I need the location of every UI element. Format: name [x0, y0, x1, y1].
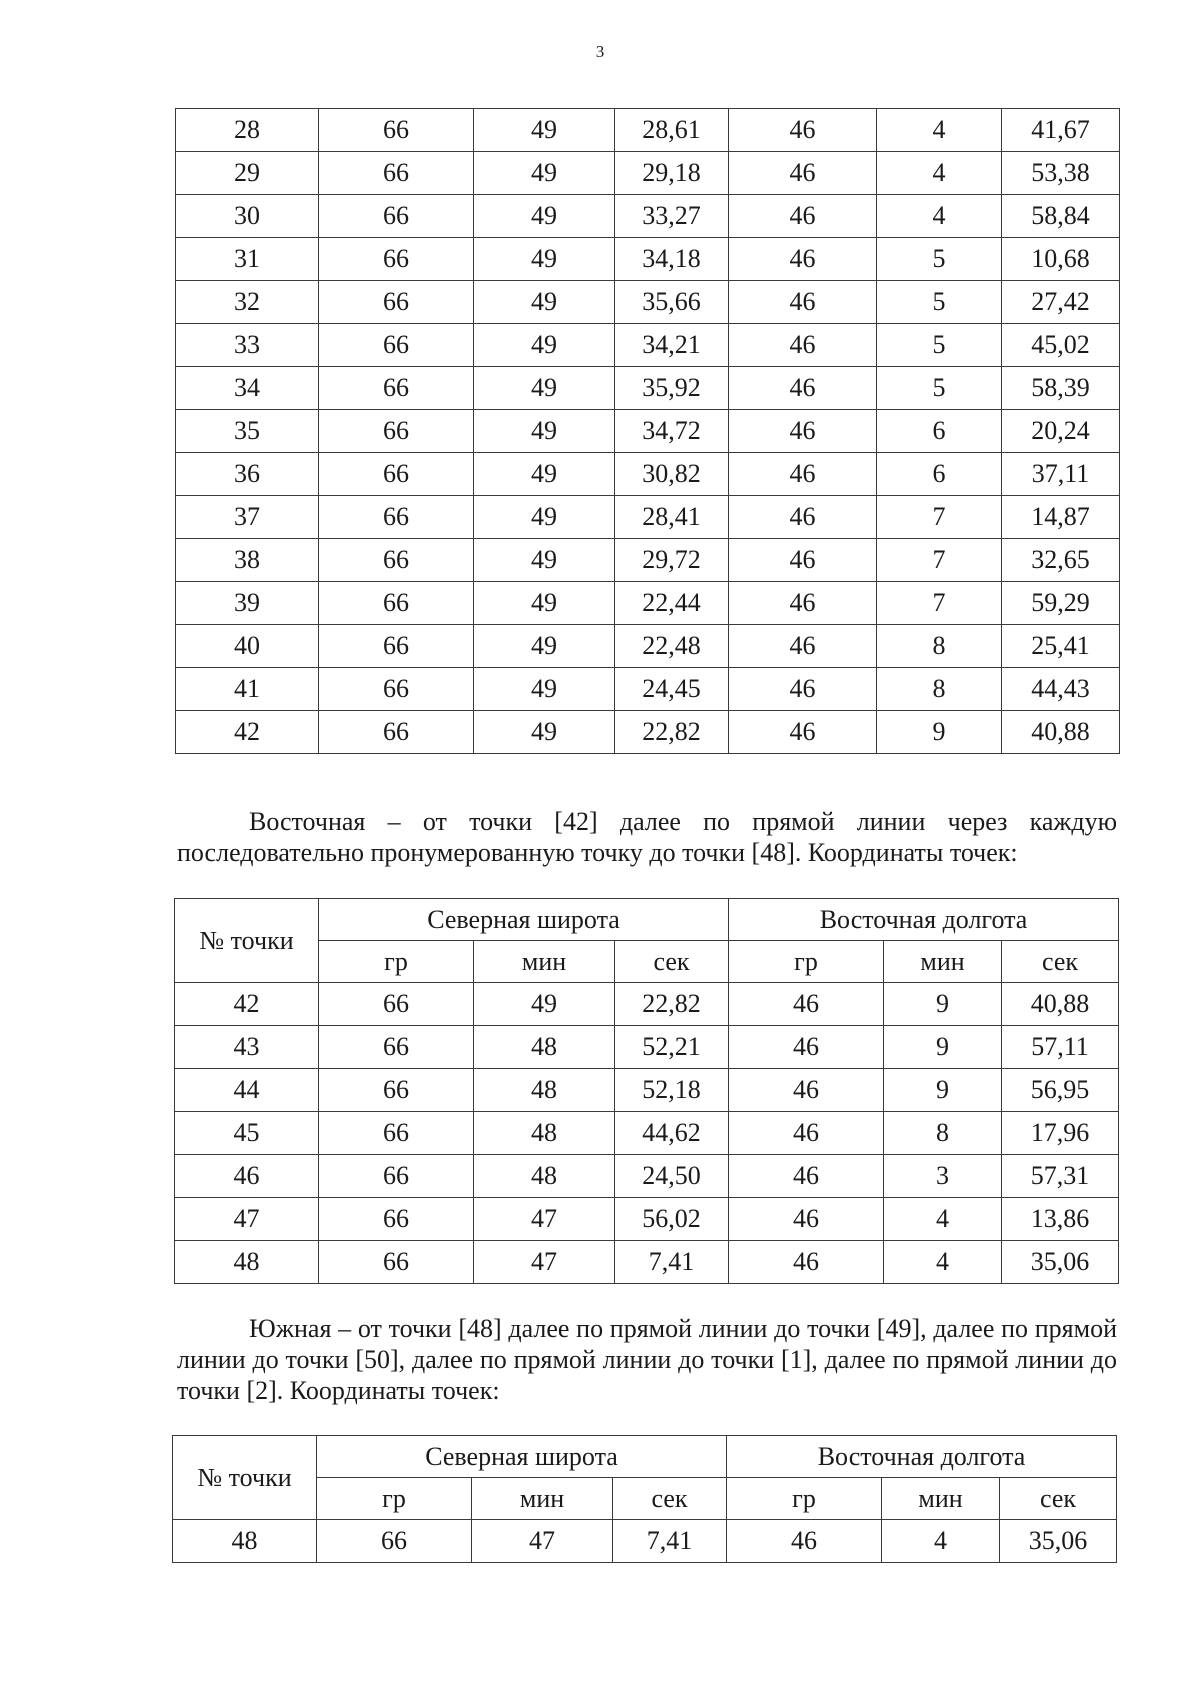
lat-seconds-cell: 35,92: [615, 367, 729, 410]
lon-seconds-cell: 45,02: [1002, 324, 1120, 367]
table-row: [176, 367, 1120, 410]
lat-seconds-cell: 24,50: [615, 1155, 729, 1198]
table2-body: [175, 983, 1119, 1284]
lat-seconds-cell: 22,82: [615, 711, 729, 754]
table-row: [175, 1112, 1119, 1155]
lon-minutes-cell: 8: [884, 1112, 1002, 1155]
lon-seconds-cell: 32,65: [1002, 539, 1120, 582]
point-number-cell: 43: [175, 1026, 319, 1069]
point-number-header: № точки: [173, 1436, 317, 1520]
lat-seconds-cell: 34,18: [615, 238, 729, 281]
lon-seconds-cell: 20,24: [1002, 410, 1120, 453]
north-latitude-header: Северная широта: [319, 899, 729, 941]
lat-minutes-cell: 47: [474, 1198, 615, 1241]
table-row: [176, 711, 1120, 754]
lat-minutes-cell: 48: [474, 1069, 615, 1112]
lon-seconds-header: сек: [1002, 941, 1119, 983]
table-row: [176, 410, 1120, 453]
lat-seconds-cell: 7,41: [613, 1520, 727, 1563]
table-row: [175, 1026, 1119, 1069]
lat-seconds-cell: 22,44: [615, 582, 729, 625]
lat-seconds-cell: 28,41: [615, 496, 729, 539]
lat-minutes-cell: 49: [474, 367, 615, 410]
lon-minutes-cell: 4: [877, 195, 1002, 238]
lat-degrees-cell: 66: [319, 281, 474, 324]
lat-seconds-cell: 33,27: [615, 195, 729, 238]
table-row: [175, 1241, 1119, 1284]
lat-seconds-cell: 52,21: [615, 1026, 729, 1069]
lon-degrees-cell: 46: [729, 152, 877, 195]
lon-seconds-cell: 17,96: [1002, 1112, 1119, 1155]
lat-minutes-cell: 49: [474, 324, 615, 367]
lon-degrees-cell: 46: [729, 410, 877, 453]
lat-degrees-cell: 66: [319, 1198, 474, 1241]
south-boundary-paragraph: Южная – от точки [48] далее по прямой линии до точки [49], далее по прямой линии до точки [50], далее по прямой линии до точки [1], далее по прямой линии до точки [2]. Координаты точек:: [177, 1314, 1117, 1405]
lon-seconds-cell: 58,39: [1002, 367, 1120, 410]
lon-seconds-cell: 10,68: [1002, 238, 1120, 281]
lon-seconds-cell: 53,38: [1002, 152, 1120, 195]
lat-seconds-cell: 34,72: [615, 410, 729, 453]
table-row: [176, 152, 1120, 195]
lon-degrees-cell: 46: [729, 625, 877, 668]
point-number-cell: 29: [176, 152, 319, 195]
point-number-cell: 40: [176, 625, 319, 668]
lat-seconds-cell: 35,66: [615, 281, 729, 324]
point-number-cell: 34: [176, 367, 319, 410]
lat-degrees-cell: 66: [319, 195, 474, 238]
lat-degrees-header: гр: [317, 1478, 472, 1520]
lon-minutes-cell: 9: [884, 983, 1002, 1026]
table-row: [176, 324, 1120, 367]
lon-seconds-header: сек: [1000, 1478, 1117, 1520]
table-row: [176, 668, 1120, 711]
north-latitude-header: Северная широта: [317, 1436, 727, 1478]
point-number-cell: 48: [173, 1520, 317, 1563]
lat-minutes-cell: 48: [474, 1026, 615, 1069]
lon-minutes-cell: 9: [877, 711, 1002, 754]
lat-seconds-header: сек: [613, 1478, 727, 1520]
point-number-cell: 42: [175, 983, 319, 1026]
coordinates-table-east: [174, 898, 1119, 1284]
lon-minutes-cell: 7: [877, 582, 1002, 625]
table-row: [175, 1198, 1119, 1241]
lat-minutes-header: мин: [472, 1478, 613, 1520]
lat-seconds-cell: 34,21: [615, 324, 729, 367]
lon-minutes-cell: 8: [877, 668, 1002, 711]
lat-degrees-cell: 66: [317, 1520, 472, 1563]
lon-degrees-cell: 46: [729, 1155, 884, 1198]
lat-minutes-cell: 49: [474, 281, 615, 324]
lat-degrees-cell: 66: [319, 1241, 474, 1284]
lon-minutes-cell: 5: [877, 367, 1002, 410]
table-row: [175, 1155, 1119, 1198]
lon-seconds-cell: 14,87: [1002, 496, 1120, 539]
point-number-cell: 32: [176, 281, 319, 324]
lon-degrees-cell: 46: [729, 496, 877, 539]
lat-degrees-cell: 66: [319, 496, 474, 539]
table-row: [176, 539, 1120, 582]
lon-degrees-cell: 46: [729, 1026, 884, 1069]
point-number-cell: 35: [176, 410, 319, 453]
lat-minutes-cell: 49: [474, 582, 615, 625]
lon-degrees-cell: 46: [729, 238, 877, 281]
lon-minutes-cell: 5: [877, 238, 1002, 281]
point-number-cell: 42: [176, 711, 319, 754]
lon-degrees-cell: 46: [729, 983, 884, 1026]
point-number-cell: 36: [176, 453, 319, 496]
lat-degrees-cell: 66: [319, 668, 474, 711]
lon-seconds-cell: 27,42: [1002, 281, 1120, 324]
lat-seconds-cell: 22,82: [615, 983, 729, 1026]
lat-degrees-header: гр: [319, 941, 474, 983]
lat-degrees-cell: 66: [319, 367, 474, 410]
lat-minutes-header: мин: [474, 941, 615, 983]
lon-degrees-cell: 46: [729, 711, 877, 754]
lon-minutes-cell: 8: [877, 625, 1002, 668]
lon-degrees-cell: 46: [729, 281, 877, 324]
point-number-cell: 30: [176, 195, 319, 238]
lon-seconds-cell: 41,67: [1002, 109, 1120, 152]
table-row: [176, 625, 1120, 668]
lat-minutes-cell: 49: [474, 109, 615, 152]
lon-seconds-cell: 56,95: [1002, 1069, 1119, 1112]
lat-degrees-cell: 66: [319, 983, 474, 1026]
table-row: [176, 195, 1120, 238]
point-number-cell: 48: [175, 1241, 319, 1284]
lat-seconds-cell: 28,61: [615, 109, 729, 152]
lat-degrees-cell: 66: [319, 1026, 474, 1069]
lat-seconds-cell: 52,18: [615, 1069, 729, 1112]
table-row: [176, 238, 1120, 281]
lon-seconds-cell: 37,11: [1002, 453, 1120, 496]
lon-seconds-cell: 57,31: [1002, 1155, 1119, 1198]
lat-degrees-cell: 66: [319, 109, 474, 152]
table-row: [176, 496, 1120, 539]
lon-minutes-cell: 9: [884, 1026, 1002, 1069]
lon-minutes-cell: 7: [877, 496, 1002, 539]
table-row: [176, 453, 1120, 496]
point-number-cell: 44: [175, 1069, 319, 1112]
lat-degrees-cell: 66: [319, 625, 474, 668]
lat-minutes-cell: 49: [474, 668, 615, 711]
lon-minutes-cell: 4: [882, 1520, 1000, 1563]
point-number-cell: 38: [176, 539, 319, 582]
lat-minutes-cell: 49: [474, 152, 615, 195]
lon-minutes-cell: 9: [884, 1069, 1002, 1112]
lon-minutes-cell: 4: [884, 1198, 1002, 1241]
lat-seconds-cell: 22,48: [615, 625, 729, 668]
lat-minutes-cell: 48: [474, 1155, 615, 1198]
lat-minutes-cell: 49: [474, 625, 615, 668]
lat-minutes-cell: 49: [474, 195, 615, 238]
lat-degrees-cell: 66: [319, 1155, 474, 1198]
lon-seconds-cell: 58,84: [1002, 195, 1120, 238]
table3-header: [173, 1436, 1117, 1520]
lat-minutes-cell: 49: [474, 711, 615, 754]
lat-minutes-cell: 49: [474, 539, 615, 582]
point-number-cell: 31: [176, 238, 319, 281]
lat-minutes-cell: 49: [474, 496, 615, 539]
point-number-cell: 33: [176, 324, 319, 367]
lon-degrees-cell: 46: [729, 1198, 884, 1241]
lon-minutes-cell: 5: [877, 324, 1002, 367]
point-number-cell: 45: [175, 1112, 319, 1155]
lon-minutes-header: мин: [882, 1478, 1000, 1520]
lon-degrees-cell: 46: [729, 453, 877, 496]
lat-seconds-cell: 30,82: [615, 453, 729, 496]
lon-seconds-cell: 44,43: [1002, 668, 1120, 711]
lon-seconds-cell: 35,06: [1000, 1520, 1117, 1563]
lat-minutes-cell: 49: [474, 983, 615, 1026]
lat-seconds-cell: 29,72: [615, 539, 729, 582]
table-row: [175, 1069, 1119, 1112]
lon-minutes-cell: 4: [877, 152, 1002, 195]
lat-seconds-cell: 44,62: [615, 1112, 729, 1155]
point-number-cell: 41: [176, 668, 319, 711]
lon-degrees-cell: 46: [729, 109, 877, 152]
table-row: [173, 1520, 1117, 1563]
east-boundary-paragraph: Восточная – от точки [42] далее по прямой линии через каждую последовательно пронумерованную точку до точки [48]. Координаты точек:: [177, 807, 1117, 867]
lat-minutes-cell: 48: [474, 1112, 615, 1155]
table-row: [175, 983, 1119, 1026]
lon-seconds-cell: 25,41: [1002, 625, 1120, 668]
lat-minutes-cell: 49: [474, 238, 615, 281]
point-number-cell: 46: [175, 1155, 319, 1198]
lon-degrees-cell: 46: [729, 367, 877, 410]
lat-degrees-cell: 66: [319, 152, 474, 195]
lon-minutes-cell: 6: [877, 410, 1002, 453]
lat-seconds-cell: 29,18: [615, 152, 729, 195]
lat-minutes-cell: 49: [474, 453, 615, 496]
lon-degrees-cell: 46: [729, 668, 877, 711]
table-row: [176, 582, 1120, 625]
lat-seconds-cell: 7,41: [615, 1241, 729, 1284]
point-number-cell: 37: [176, 496, 319, 539]
lat-seconds-cell: 56,02: [615, 1198, 729, 1241]
lon-degrees-cell: 46: [729, 539, 877, 582]
lat-degrees-cell: 66: [319, 238, 474, 281]
table-row: [176, 109, 1120, 152]
lat-minutes-cell: 47: [472, 1520, 613, 1563]
lon-degrees-header: гр: [729, 941, 884, 983]
point-number-cell: 47: [175, 1198, 319, 1241]
point-number-cell: 28: [176, 109, 319, 152]
table2-header: [175, 899, 1119, 983]
lon-degrees-cell: 46: [729, 1241, 884, 1284]
east-longitude-header: Восточная долгота: [727, 1436, 1117, 1478]
lon-minutes-cell: 4: [877, 109, 1002, 152]
lon-degrees-cell: 46: [729, 582, 877, 625]
east-longitude-header: Восточная долгота: [729, 899, 1119, 941]
table3-body: [173, 1520, 1117, 1563]
lon-minutes-header: мин: [884, 941, 1002, 983]
lat-degrees-cell: 66: [319, 410, 474, 453]
point-number-header: № точки: [175, 899, 319, 983]
lon-seconds-cell: 35,06: [1002, 1241, 1119, 1284]
page-number: 3: [595, 42, 605, 61]
lon-minutes-cell: 6: [877, 453, 1002, 496]
lon-seconds-cell: 40,88: [1002, 711, 1120, 754]
table-row: [176, 281, 1120, 324]
coordinates-table-north: [175, 108, 1120, 754]
point-number-cell: 39: [176, 582, 319, 625]
lon-minutes-cell: 3: [884, 1155, 1002, 1198]
lon-degrees-cell: 46: [727, 1520, 882, 1563]
lat-degrees-cell: 66: [319, 324, 474, 367]
lon-degrees-cell: 46: [729, 195, 877, 238]
lat-seconds-header: сек: [615, 941, 729, 983]
lat-seconds-cell: 24,45: [615, 668, 729, 711]
lon-seconds-cell: 40,88: [1002, 983, 1119, 1026]
coordinates-table-south: [172, 1435, 1117, 1563]
lat-degrees-cell: 66: [319, 453, 474, 496]
lon-seconds-cell: 59,29: [1002, 582, 1120, 625]
lat-degrees-cell: 66: [319, 539, 474, 582]
table1-body: [176, 109, 1120, 754]
lon-degrees-cell: 46: [729, 1069, 884, 1112]
lat-degrees-cell: 66: [319, 1069, 474, 1112]
lon-degrees-cell: 46: [729, 324, 877, 367]
lon-minutes-cell: 5: [877, 281, 1002, 324]
lat-minutes-cell: 49: [474, 410, 615, 453]
lon-minutes-cell: 7: [877, 539, 1002, 582]
lon-minutes-cell: 4: [884, 1241, 1002, 1284]
lat-degrees-cell: 66: [319, 582, 474, 625]
lon-seconds-cell: 57,11: [1002, 1026, 1119, 1069]
lat-degrees-cell: 66: [319, 711, 474, 754]
lon-seconds-cell: 13,86: [1002, 1198, 1119, 1241]
lat-degrees-cell: 66: [319, 1112, 474, 1155]
lon-degrees-header: гр: [727, 1478, 882, 1520]
lat-minutes-cell: 47: [474, 1241, 615, 1284]
lon-degrees-cell: 46: [729, 1112, 884, 1155]
